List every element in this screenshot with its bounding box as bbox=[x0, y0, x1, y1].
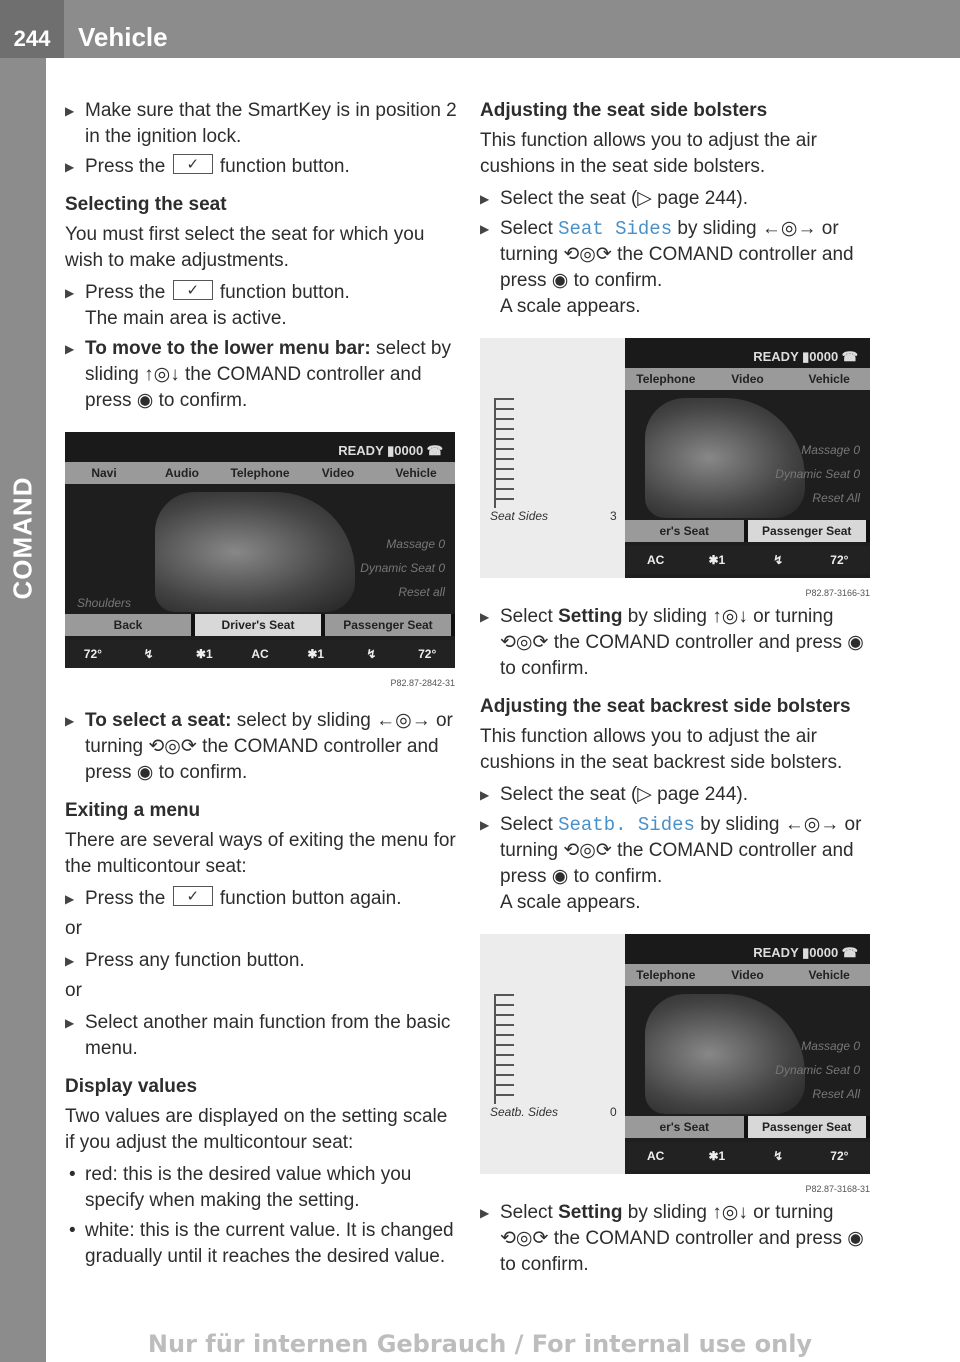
page-title: Vehicle bbox=[78, 22, 168, 52]
step-text: function button again. bbox=[219, 888, 402, 909]
climate-item: ✱1 bbox=[307, 647, 325, 661]
section-heading: Adjusting the seat side bolsters bbox=[480, 100, 768, 121]
comand-screenshot bbox=[480, 934, 870, 1194]
screen-climate-bar bbox=[65, 640, 455, 668]
screen-status-bar bbox=[65, 432, 455, 462]
step-bold: To move to the lower menu bar: bbox=[85, 338, 371, 359]
section-heading: Exiting a menu bbox=[65, 800, 201, 821]
tab-telephone: Telephone bbox=[636, 968, 696, 982]
screen-right bbox=[625, 338, 870, 578]
ready-indicator: READY ▮0000 ☎ bbox=[753, 349, 858, 364]
screenshot-caption: P82.87-2842-31 bbox=[65, 668, 455, 696]
climate-item: 72° bbox=[830, 1149, 849, 1163]
display-text: Seatb. Sides bbox=[558, 814, 695, 836]
screen-image bbox=[480, 934, 870, 1174]
bar-drivers-seat: er's Seat bbox=[625, 520, 744, 542]
screen-climate-bar bbox=[625, 546, 870, 574]
paragraph: You must first select the seat for which you wish to make adjustments. bbox=[65, 224, 425, 271]
climate-item: ✱1 bbox=[708, 553, 726, 567]
step-bold: To select a seat: bbox=[85, 710, 232, 731]
climate-item: 72° bbox=[418, 647, 437, 661]
scale-value: 3 bbox=[610, 509, 617, 523]
scale-label: Seat Sides bbox=[490, 509, 549, 523]
ready-indicator: READY ▮0000 ☎ bbox=[753, 945, 858, 960]
step-bold: Setting bbox=[558, 606, 623, 627]
side-tab bbox=[0, 58, 46, 1362]
seat-function-button-icon bbox=[173, 154, 213, 174]
step bbox=[65, 154, 460, 180]
screen-menu-bar bbox=[625, 1116, 870, 1138]
climate-item: ↯ bbox=[366, 647, 377, 661]
seat-function-button-icon bbox=[173, 280, 213, 300]
bullet-item: • white: this is the current value. It is changed gradually until it reaches the desired value. bbox=[65, 1218, 460, 1270]
tab-video: Video bbox=[731, 968, 764, 982]
climate-item: ↯ bbox=[773, 1149, 784, 1163]
step bbox=[65, 336, 460, 414]
menu-item: Dynamic Seat 0 bbox=[775, 1063, 860, 1077]
screen-right bbox=[625, 934, 870, 1174]
menu-item: Massage 0 bbox=[386, 537, 445, 551]
step-text: function button. bbox=[219, 156, 350, 177]
section-heading: Adjusting the seat backrest side bolsters bbox=[480, 696, 851, 717]
screen-menu-bar bbox=[65, 614, 455, 636]
side-tab-label: COMAND bbox=[7, 476, 38, 600]
right-column bbox=[480, 98, 875, 1282]
scale-panel bbox=[480, 338, 625, 578]
screen-left-label: Shoulders bbox=[77, 596, 132, 610]
step bbox=[480, 812, 875, 916]
tab-video: Video bbox=[731, 372, 764, 386]
step-text: by sliding ↑◎↓ or turning ⟲◎⟳ the COMAND controller and press ◉ to confirm. bbox=[500, 606, 864, 679]
step-text: Select bbox=[500, 218, 553, 239]
step: ▶ Press any function button. bbox=[65, 948, 460, 974]
screen-menu bbox=[775, 438, 860, 510]
ready-indicator: READY ▮0000 ☎ bbox=[338, 443, 443, 458]
seat-function-button-icon bbox=[173, 886, 213, 906]
climate-item: AC bbox=[646, 1149, 665, 1163]
scale-label: Seatb. Sides bbox=[490, 1105, 559, 1119]
screen-menu-bar bbox=[625, 520, 870, 542]
screen-image bbox=[65, 432, 455, 668]
screen-tabs bbox=[625, 368, 870, 390]
paragraph: There are several ways of exiting the menu for the multicontour seat: bbox=[65, 830, 456, 877]
screen-menu bbox=[775, 1034, 860, 1106]
step: ▶ Select the seat (▷ page 244). bbox=[480, 782, 875, 808]
step-text: Press the bbox=[85, 156, 166, 177]
comand-screenshot bbox=[480, 338, 870, 598]
menu-item: Reset All bbox=[812, 491, 860, 505]
bullet-item: • red: this is the desired value which you specify when making the setting. bbox=[65, 1162, 460, 1214]
scale-panel bbox=[480, 934, 625, 1174]
bar-drivers-seat: er's Seat bbox=[625, 1116, 744, 1138]
step-text: select by sliding ↑◎↓ the COMAND controller and press ◉ to confirm. bbox=[85, 338, 451, 411]
paragraph: This function allows you to adjust the air cushions in the seat backrest side bolsters. bbox=[480, 726, 843, 773]
step: ▶ Select the seat (▷ page 244). bbox=[480, 186, 875, 212]
step bbox=[65, 280, 460, 332]
left-column bbox=[65, 98, 460, 1274]
menu-item: Massage 0 bbox=[801, 1039, 860, 1053]
screen-image bbox=[480, 338, 870, 578]
step bbox=[480, 1200, 875, 1278]
menu-item: Dynamic Seat 0 bbox=[775, 467, 860, 481]
bar-drivers-seat: Driver's Seat bbox=[195, 614, 321, 636]
page-number: 244 bbox=[0, 0, 64, 58]
climate-item: ✱1 bbox=[195, 647, 213, 661]
step-text: by sliding ↑◎↓ or turning ⟲◎⟳ the COMAND controller and press ◉ to confirm. bbox=[500, 1202, 864, 1275]
paragraph: Two values are displayed on the setting scale if you adjust the multicontour seat: bbox=[65, 1106, 448, 1153]
step: ▶ Make sure that the SmartKey is in position 2 in the ignition lock. bbox=[65, 98, 460, 150]
climate-item: AC bbox=[646, 553, 665, 567]
menu-item: Reset all bbox=[398, 585, 445, 599]
step-text: A scale appears. bbox=[500, 892, 641, 913]
step-text: by sliding ←◎→ or turning ⟲◎⟳ the COMAND controller and press ◉ to confirm. bbox=[500, 218, 854, 291]
step-text: select by sliding ←◎→ or turning ⟲◎⟳ the COMAND controller and press ◉ to confirm. bbox=[85, 710, 453, 783]
or-text: or bbox=[65, 980, 82, 1001]
bar-passenger-seat: Passenger Seat bbox=[748, 1116, 867, 1138]
screen-menu bbox=[360, 532, 445, 604]
step-bold: Setting bbox=[558, 1202, 623, 1223]
screen-climate-bar bbox=[625, 1142, 870, 1170]
tab-audio: Audio bbox=[165, 466, 199, 480]
climate-item: ✱1 bbox=[708, 1149, 726, 1163]
tab-telephone: Telephone bbox=[636, 372, 696, 386]
climate-item: ↯ bbox=[773, 553, 784, 567]
step bbox=[65, 886, 460, 912]
tab-telephone: Telephone bbox=[230, 466, 290, 480]
bar-passenger-seat: Passenger Seat bbox=[325, 614, 451, 636]
step: ▶ Select another main function from the basic menu. bbox=[65, 1010, 460, 1062]
tab-vehicle: Vehicle bbox=[808, 372, 850, 386]
or-text: or bbox=[65, 918, 82, 939]
step-text: Select bbox=[500, 606, 553, 627]
tab-navi: Navi bbox=[91, 466, 117, 480]
display-text: Seat Sides bbox=[558, 218, 673, 240]
step-text: function button. bbox=[219, 282, 350, 303]
comand-screenshot bbox=[65, 432, 455, 696]
section-heading: Display values bbox=[65, 1076, 198, 1097]
climate-item: 72° bbox=[83, 647, 102, 661]
step-text: A scale appears. bbox=[500, 296, 641, 317]
screen-tabs bbox=[65, 462, 455, 484]
menu-item: Reset All bbox=[812, 1087, 860, 1101]
step bbox=[65, 708, 460, 786]
scale-graphic bbox=[494, 994, 514, 1104]
scale-value: 0 bbox=[610, 1105, 617, 1119]
step-text: The main area is active. bbox=[85, 308, 287, 329]
menu-item: Massage 0 bbox=[801, 443, 860, 457]
screenshot-caption: P82.87-3168-31 bbox=[480, 1174, 870, 1202]
scale-graphic bbox=[494, 398, 514, 508]
climate-item: AC bbox=[251, 647, 269, 661]
footer-watermark: Nur für internen Gebrauch / For internal use only bbox=[147, 1330, 813, 1358]
screenshot-caption: P82.87-3166-31 bbox=[480, 578, 870, 606]
bar-back: Back bbox=[65, 614, 191, 636]
screen-status-bar bbox=[625, 934, 870, 964]
section-heading: Selecting the seat bbox=[65, 194, 227, 215]
paragraph: This function allows you to adjust the air cushions in the seat side bolsters. bbox=[480, 130, 817, 177]
step-text: by sliding ←◎→ or turning ⟲◎⟳ the COMAND controller and press ◉ to confirm. bbox=[500, 814, 862, 887]
tab-video: Video bbox=[321, 466, 355, 480]
bar-passenger-seat: Passenger Seat bbox=[748, 520, 867, 542]
tab-vehicle: Vehicle bbox=[395, 466, 437, 480]
step bbox=[480, 604, 875, 682]
climate-item: ↯ bbox=[143, 647, 154, 661]
step-text: Select bbox=[500, 1202, 553, 1223]
screen-tabs bbox=[625, 964, 870, 986]
seat-graphic bbox=[155, 492, 355, 612]
tab-vehicle: Vehicle bbox=[808, 968, 850, 982]
screen-status-bar bbox=[625, 338, 870, 368]
step-text: Press the bbox=[85, 282, 166, 303]
menu-item: Dynamic Seat 0 bbox=[360, 561, 445, 575]
step-text: Press the bbox=[85, 888, 166, 909]
climate-item: 72° bbox=[830, 553, 849, 567]
step-text: Select bbox=[500, 814, 553, 835]
step bbox=[480, 216, 875, 320]
